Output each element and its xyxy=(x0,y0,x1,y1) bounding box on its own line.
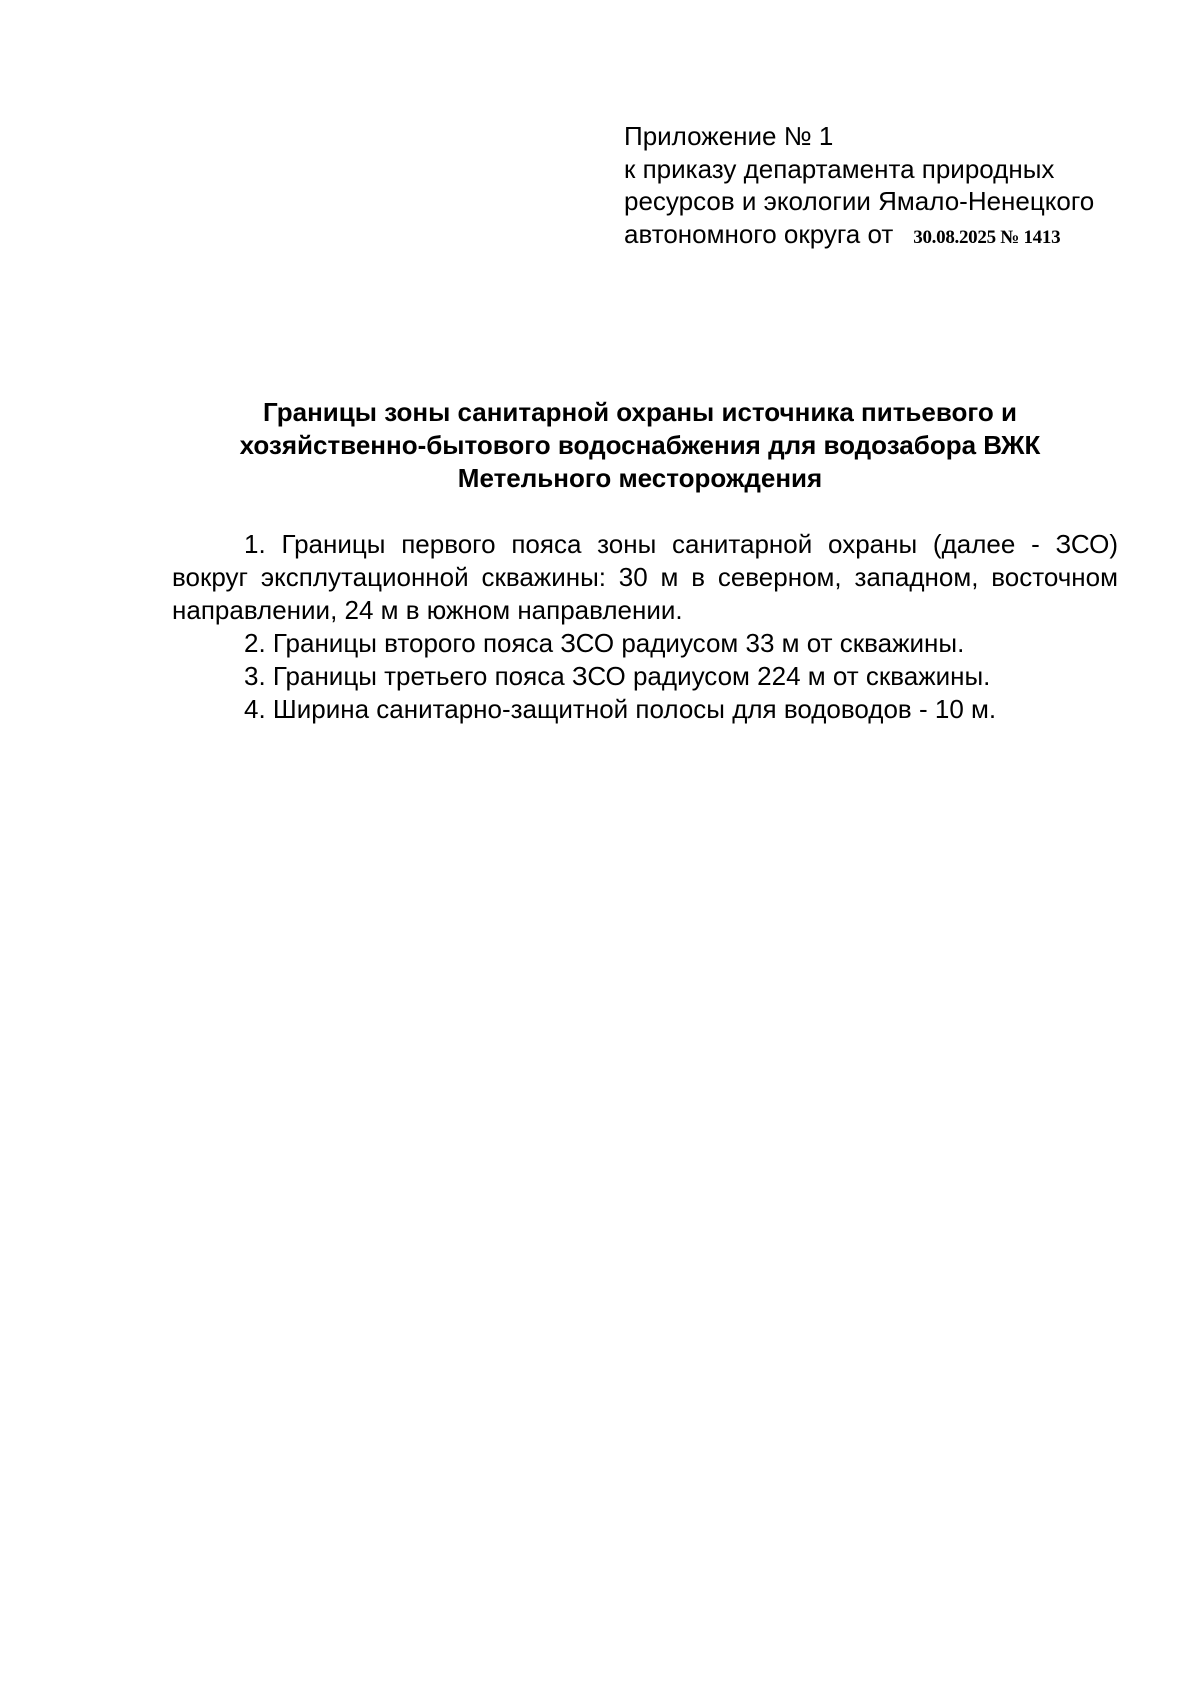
order-date-number-stamp: 30.08.2025 № 1413 xyxy=(913,226,1061,248)
list-item: 1. Границы первого пояса зоны санитарной охраны (далее - ЗСО) вокруг эксплутационной скважины: 30 м в северном, западном, восточном направлении, 24 м в южном направлении. xyxy=(172,529,1118,625)
title-line-2: хозяйственно-бытового водоснабжения для водозабора ВЖК xyxy=(239,430,1041,460)
appendix-district-line xyxy=(624,218,1144,255)
title-line-1: Границы зоны санитарной охраны источника питьевого и xyxy=(263,397,1017,427)
appendix-district: автономного округа от xyxy=(624,218,894,249)
document-title xyxy=(160,396,1120,495)
appendix-order-ref: к приказу департамента природных xyxy=(624,153,1055,184)
list-item: 4. Ширина санитарно-защитной полосы для водоводов - 10 м. xyxy=(244,694,997,724)
list-item: 2. Границы второго пояса ЗСО радиусом 33 м от скважины. xyxy=(244,628,965,658)
list-item: 3. Границы третьего пояса ЗСО радиусом 224 м от скважины. xyxy=(244,661,991,691)
document-body xyxy=(172,528,1118,726)
title-line-3: Метельного месторождения xyxy=(457,463,823,493)
appendix-block xyxy=(624,120,1144,254)
appendix-department: ресурсов и экологии Ямало-Ненецкого xyxy=(624,186,1095,216)
appendix-number: Приложение № 1 xyxy=(624,121,834,151)
